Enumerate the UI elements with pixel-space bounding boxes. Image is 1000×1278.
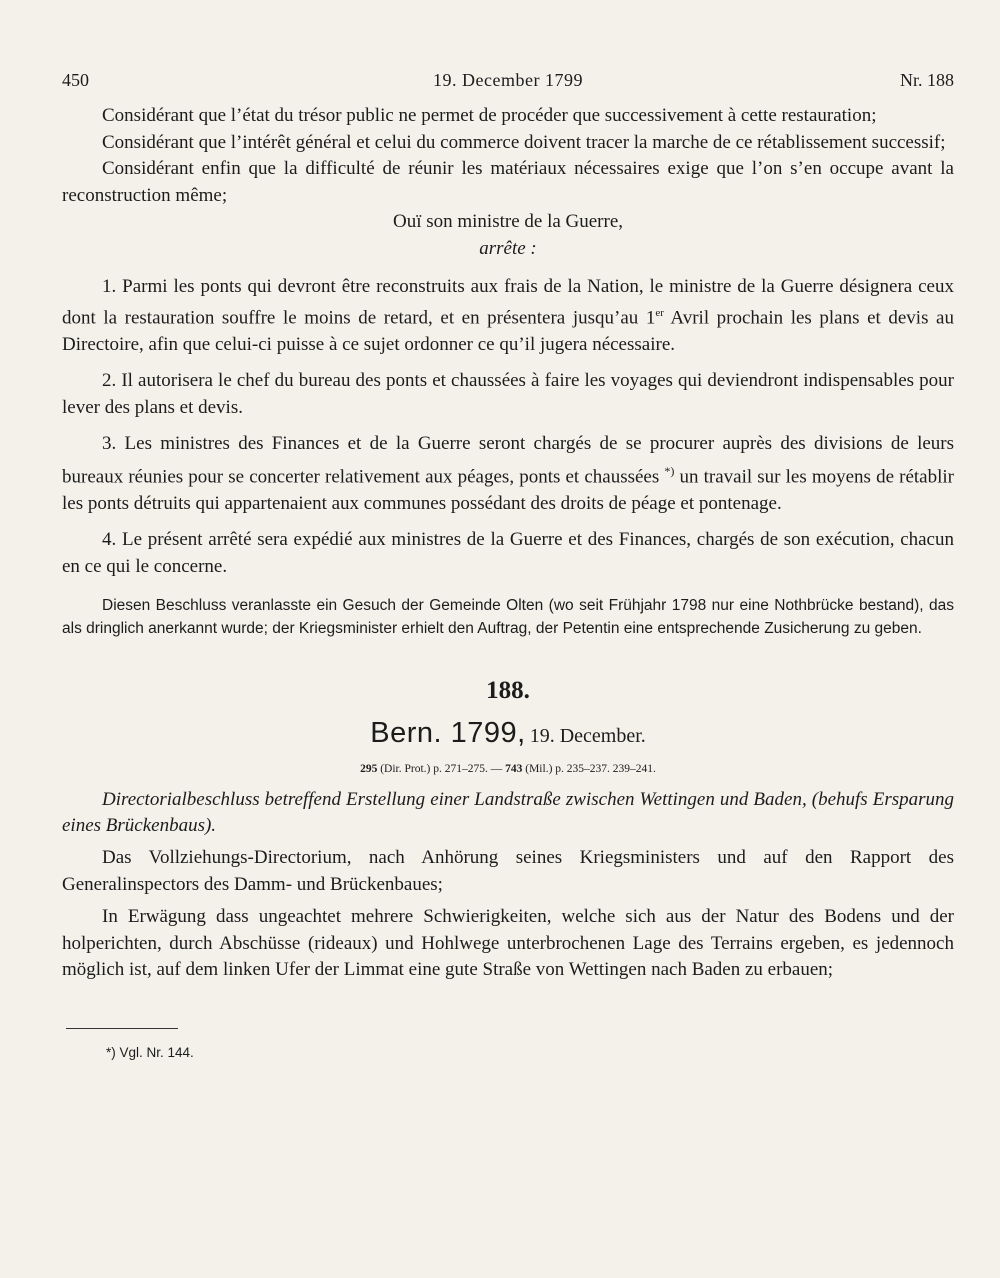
source-number-1: 295	[360, 763, 378, 776]
source-text-2: (Mil.) p. 235–237. 239–241.	[522, 763, 656, 776]
considerant-3: Considérant enfin que la difficulté de réunir les matériaux nécessaires exige que l’on s’en occupe avant la reconstruction même;	[62, 158, 954, 206]
document-date: 19. December.	[529, 725, 646, 748]
arrete-heading: arrête :	[479, 237, 537, 259]
header-doc-number: Nr. 188	[900, 70, 954, 90]
article-1-text-b: Avril prochain les plans et devis au Directoire, afin que celui-ci puisse à ce sujet ordonner ce qu’il jugera nécessaire.	[62, 307, 954, 355]
considerant-2: Considérant que l’intérêt général et celui du commerce doivent tracer la marche de ce rétablissement successif;	[102, 131, 946, 153]
article-3-text-a: 3. Les ministres des Finances et de la Guerre seront chargés de se procurer auprès des divisions de leurs bureaux réunies pour se concerter relativement aux péages, ponts et chaussées	[62, 433, 954, 488]
article-1	[62, 274, 954, 359]
editorial-note: Diesen Beschluss veranlasste ein Gesuch der Gemeinde Olten (wo seit Frühjahr 1798 nur eine Nothbrücke bestand), das als dringlich anerkannt wurde; der Kriegsminister erhielt den Auftrag, der Petentin eine entsprechende Zusicherung zu geben.	[62, 597, 954, 638]
page-number: 450	[62, 70, 89, 90]
source-text-1: (Dir. Prot.) p. 271–275. —	[377, 763, 506, 776]
running-header	[62, 70, 954, 91]
source-references	[62, 761, 954, 777]
document-subject: Directorialbeschluss betreffend Erstellung einer Landstraße zwischen Wettingen und Baden, (behufs Ersparung eines Brückenbaus).	[62, 789, 954, 837]
source-number-2: 743	[505, 763, 523, 776]
footnote-ref: *)	[664, 463, 675, 478]
article-1-text-a: 1. Parmi les ponts qui devront être reconstruits aux frais de la Nation, le ministre de la Guerre désignera ceux dont la restauration souffre le moins de retard, et en présentera jusqu’au 1	[62, 275, 954, 329]
footnote: *) Vgl. Nr. 144.	[106, 1044, 194, 1060]
oui-ministre: Ouï son ministre de la Guerre,	[392, 211, 624, 232]
footnote-divider	[66, 1028, 178, 1029]
place-year: Bern. 1799,	[370, 717, 526, 750]
article-4: 4. Le présent arrêté sera expédié aux ministres de la Guerre et des Finances, chargés de son exécution, chacun en ce qui le concerne.	[62, 529, 954, 577]
article-3-text-b: un travail sur les moyens de rétablir les ponts détruits qui appartenaient aux communes possédant des droits de péage et pontenage.	[62, 466, 954, 514]
article-1-sup: er	[655, 307, 664, 319]
header-date: 19. December 1799	[433, 70, 583, 90]
german-paragraph-2: In Erwägung dass ungeachtet mehrere Schwierigkeiten, welche sich aus der Natur des Bodens und der holperichten, durch Abschüsse (rideaux) und Hohlwege unterbrochenen Lage des Terrains ergeben, es jedennoch möglich ist, auf dem linken Ufer der Limmat eine gute Straße von Wettingen nach Baden zu erbauen;	[62, 906, 954, 981]
document-number: 188.	[486, 677, 530, 705]
german-paragraph-1: Das Vollziehungs-Directorium, nach Anhörung seines Kriegsministers und auf den Rapport des Generalinspectors des Damm- und Brückenbaues;	[62, 847, 954, 895]
article-2: 2. Il autorisera le chef du bureau des ponts et chaussées à faire les voyages qui deviendront indispensables pour lever des plans et devis.	[62, 370, 954, 418]
page	[62, 70, 954, 1060]
article-3	[62, 431, 954, 517]
place-date	[62, 716, 954, 755]
considerant-1: Considérant que l’état du trésor public ne permet de procéder que successivement à cette restauration;	[102, 105, 877, 126]
